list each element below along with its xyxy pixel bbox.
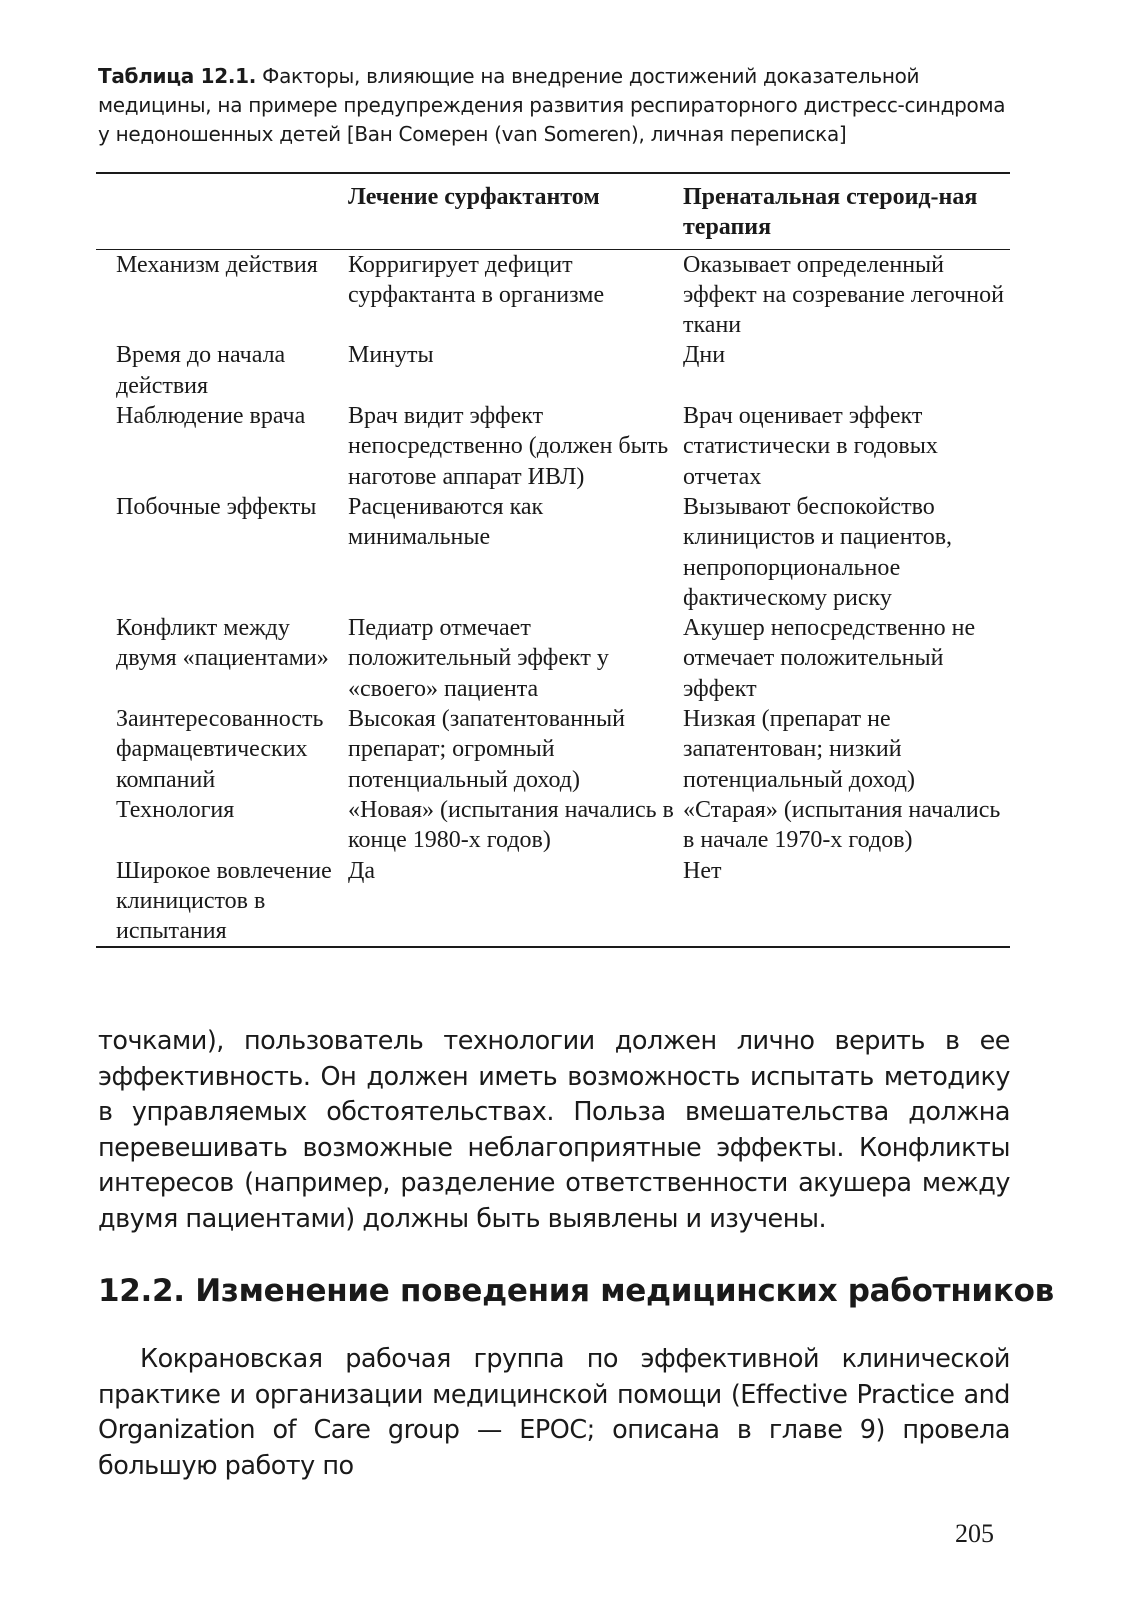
row-factor-cell: Побочные эффекты xyxy=(116,493,317,520)
table-row xyxy=(96,250,1010,341)
row-surfactant-cell: Врач видит эффект непосредственно (должен быть наготове аппарат ИВЛ) xyxy=(348,403,669,490)
header-cell-surfactant: Лечение сурфактантом xyxy=(348,184,600,210)
body-paragraph: точками), пользователь технологии должен лично верить в ее эффективность. Он должен иметь возможность испытать методику в управляемых обстоятельствах. Польза вмешательства должна перевешивать возможные неблагоприятные эффекты. Конфликты интересов (например, разделение ответственности акушера между двумя пациентами) должны быть выявлены и изучены. xyxy=(98,1026,1010,1234)
row-steroid-cell: Низкая (препарат не запатентован; низкий потенциальный доход) xyxy=(683,706,916,793)
row-factor-cell: Наблюдение врача xyxy=(116,403,306,430)
row-surfactant-cell: Высокая (запатентованный препарат; огромный потенциальный доход) xyxy=(348,706,625,793)
row-surfactant-cell: Минуты xyxy=(348,342,434,369)
row-steroid-cell: Акушер непосредственно не отмечает положительный эффект xyxy=(683,615,976,702)
page-number: 205 xyxy=(955,1519,994,1548)
row-steroid-cell: Врач оценивает эффект статистически в годовых отчетах xyxy=(683,403,938,490)
row-steroid-cell: Дни xyxy=(683,342,726,369)
table-header-row xyxy=(96,174,1010,249)
row-steroid-cell: Вызывают беспокойство клиницистов и пациентов, непропорциональное фактическому риску xyxy=(683,493,953,611)
row-surfactant-cell: Корригирует дефицит сурфактанта в организме xyxy=(348,251,605,308)
row-factor-cell: Время до начала действия xyxy=(116,342,286,399)
row-steroid-cell: «Старая» (испытания начались в начале 1970-х годов) xyxy=(683,796,1001,854)
body-paragraph: Кокрановская рабочая группа по эффективной клинической практике и организации медицинской помощи (Effective Practice and Organization of Care group — EPOC; описана в главе 9) провела большую работу по xyxy=(98,1344,1010,1481)
header-cell-factor xyxy=(96,174,348,249)
table-row xyxy=(96,613,1010,704)
row-steroid-cell: Оказывает определенный эффект на созревание легочной ткани xyxy=(683,251,1004,339)
row-factor-cell: Широкое вовлечение клиницистов в испытания xyxy=(116,857,332,945)
row-surfactant-cell: Расцениваются как минимальные xyxy=(348,493,544,551)
row-steroid-cell: Нет xyxy=(683,857,722,884)
section-heading: 12.2. Изменение поведения медицинских работников xyxy=(98,1273,1054,1309)
factors-table-wrapper xyxy=(96,172,1010,948)
row-surfactant-cell: «Новая» (испытания начались в конце 1980-х годов) xyxy=(348,796,674,854)
table-caption-text: Факторы, влияющие на внедрение достижений доказательной медицины, на примере предупреждения развития респираторного дистресс-синдрома у недоношенных детей [Ван Сомерен (van Someren), личная переписка] xyxy=(98,64,1006,146)
factors-table xyxy=(96,174,1010,946)
row-factor-cell: Технология xyxy=(116,796,235,823)
table-caption xyxy=(98,62,1018,149)
row-factor-cell: Заинтересованность фармацевтических компаний xyxy=(116,706,324,793)
table-row xyxy=(96,704,1010,795)
header-cell-steroid: Пренатальная стероид-ная терапия xyxy=(683,184,978,241)
table-row xyxy=(96,795,1010,856)
row-factor-cell: Механизм действия xyxy=(116,251,318,278)
table-row xyxy=(96,856,1010,947)
table-bottom-rule xyxy=(96,946,1010,948)
table-row xyxy=(96,401,1010,492)
row-factor-cell: Конфликт между двумя «пациентами» xyxy=(116,615,329,672)
table-row xyxy=(96,492,1010,613)
table-row xyxy=(96,340,1010,401)
table-caption-label: Таблица 12.1. xyxy=(98,64,257,88)
row-surfactant-cell: Педиатр отмечает положительный эффект у «своего» пациента xyxy=(348,615,609,702)
row-surfactant-cell: Да xyxy=(348,857,376,884)
